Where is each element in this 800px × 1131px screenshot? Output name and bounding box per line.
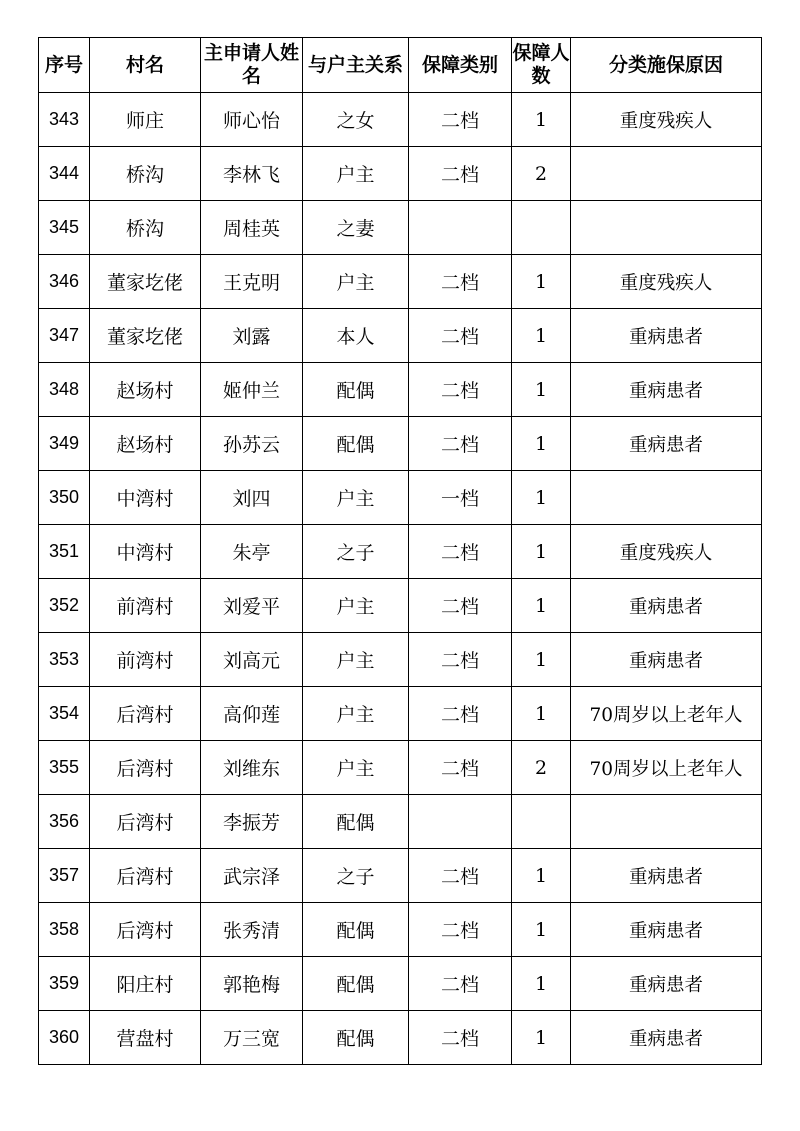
cell-relation: 户主 [303,579,409,633]
table-row [39,471,762,525]
cell-covered-persons: 1 [512,363,571,417]
cell-category: 二档 [409,363,512,417]
cell-covered-persons: 1 [512,471,571,525]
table-row [39,201,762,255]
cell-covered-persons [512,795,571,849]
cell-covered-persons: 1 [512,309,571,363]
cell-reason: 重度残疾人 [571,255,762,309]
table-header [39,38,762,93]
cell-village-name: 后湾村 [90,687,201,741]
cell-serial-number: 349 [39,417,90,471]
cell-reason [571,471,762,525]
cell-category: 二档 [409,633,512,687]
cell-village-name: 阳庄村 [90,957,201,1011]
cell-category: 二档 [409,957,512,1011]
cell-reason [571,201,762,255]
cell-serial-number: 354 [39,687,90,741]
cell-serial-number: 350 [39,471,90,525]
cell-village-name: 赵场村 [90,417,201,471]
cell-covered-persons: 1 [512,255,571,309]
table-row [39,309,762,363]
cell-serial-number: 357 [39,849,90,903]
header-row [39,38,762,93]
cell-reason: 重病患者 [571,1011,762,1065]
cell-covered-persons: 1 [512,93,571,147]
cell-reason: 重病患者 [571,309,762,363]
table-row [39,903,762,957]
header-classification-reason: 分类施保原因 [571,38,762,93]
cell-applicant-name: 孙苏云 [201,417,303,471]
cell-relation: 户主 [303,471,409,525]
cell-covered-persons: 1 [512,687,571,741]
cell-reason [571,795,762,849]
cell-relation: 本人 [303,309,409,363]
header-covered-persons: 保障人数 [512,38,571,93]
table-row [39,633,762,687]
cell-relation: 之子 [303,525,409,579]
cell-relation: 配偶 [303,363,409,417]
cell-village-name: 桥沟 [90,201,201,255]
cell-relation: 之女 [303,93,409,147]
cell-reason: 70周岁以上老年人 [571,741,762,795]
cell-village-name: 赵场村 [90,363,201,417]
cell-village-name: 前湾村 [90,579,201,633]
table-row [39,147,762,201]
cell-applicant-name: 李林飞 [201,147,303,201]
table-row [39,795,762,849]
cell-village-name: 后湾村 [90,741,201,795]
cell-relation: 户主 [303,741,409,795]
cell-serial-number: 352 [39,579,90,633]
cell-covered-persons: 1 [512,633,571,687]
cell-applicant-name: 周桂英 [201,201,303,255]
table-body [39,93,762,1065]
cell-covered-persons: 1 [512,417,571,471]
header-applicant-name: 主申请人姓名 [201,38,303,93]
cell-village-name: 中湾村 [90,525,201,579]
cell-village-name: 后湾村 [90,903,201,957]
cell-relation: 配偶 [303,1011,409,1065]
cell-category: 二档 [409,687,512,741]
cell-applicant-name: 朱亭 [201,525,303,579]
cell-serial-number: 359 [39,957,90,1011]
table-row [39,957,762,1011]
cell-applicant-name: 高仰莲 [201,687,303,741]
table-row [39,363,762,417]
cell-serial-number: 360 [39,1011,90,1065]
cell-serial-number: 344 [39,147,90,201]
cell-applicant-name: 刘维东 [201,741,303,795]
cell-relation: 配偶 [303,903,409,957]
cell-category: 二档 [409,1011,512,1065]
table-row [39,93,762,147]
cell-relation: 户主 [303,255,409,309]
cell-village-name: 中湾村 [90,471,201,525]
cell-reason: 重度残疾人 [571,525,762,579]
cell-covered-persons: 1 [512,579,571,633]
table-row [39,741,762,795]
cell-serial-number: 348 [39,363,90,417]
cell-relation: 户主 [303,687,409,741]
cell-reason: 重病患者 [571,633,762,687]
cell-relation: 配偶 [303,957,409,1011]
cell-applicant-name: 刘四 [201,471,303,525]
cell-reason: 重度残疾人 [571,93,762,147]
table-row [39,1011,762,1065]
cell-serial-number: 355 [39,741,90,795]
cell-serial-number: 358 [39,903,90,957]
cell-category: 二档 [409,579,512,633]
cell-village-name: 营盘村 [90,1011,201,1065]
cell-village-name: 董家圪佬 [90,255,201,309]
cell-applicant-name: 武宗泽 [201,849,303,903]
cell-applicant-name: 李振芳 [201,795,303,849]
cell-covered-persons: 2 [512,741,571,795]
cell-reason: 重病患者 [571,849,762,903]
cell-reason [571,147,762,201]
cell-category: 二档 [409,903,512,957]
cell-relation: 配偶 [303,417,409,471]
cell-category: 二档 [409,93,512,147]
cell-applicant-name: 师心怡 [201,93,303,147]
cell-applicant-name: 刘露 [201,309,303,363]
cell-serial-number: 345 [39,201,90,255]
table-row [39,525,762,579]
table-row [39,255,762,309]
cell-covered-persons [512,201,571,255]
cell-serial-number: 356 [39,795,90,849]
cell-serial-number: 346 [39,255,90,309]
cell-applicant-name: 万三宽 [201,1011,303,1065]
cell-serial-number: 343 [39,93,90,147]
cell-village-name: 后湾村 [90,849,201,903]
cell-village-name: 前湾村 [90,633,201,687]
cell-reason: 重病患者 [571,417,762,471]
cell-relation: 户主 [303,147,409,201]
cell-covered-persons: 1 [512,903,571,957]
cell-applicant-name: 刘高元 [201,633,303,687]
table-row [39,849,762,903]
cell-category: 二档 [409,309,512,363]
table-row [39,579,762,633]
cell-reason: 重病患者 [571,957,762,1011]
header-assistance-category: 保障类别 [409,38,512,93]
assistance-roster-table [38,37,762,1065]
cell-serial-number: 353 [39,633,90,687]
cell-category: 二档 [409,741,512,795]
cell-category: 二档 [409,525,512,579]
header-relation-to-householder: 与户主关系 [303,38,409,93]
cell-covered-persons: 1 [512,957,571,1011]
cell-reason: 重病患者 [571,579,762,633]
cell-category [409,201,512,255]
cell-covered-persons: 1 [512,525,571,579]
cell-village-name: 桥沟 [90,147,201,201]
cell-applicant-name: 刘爱平 [201,579,303,633]
cell-village-name: 师庄 [90,93,201,147]
cell-category [409,795,512,849]
cell-reason: 重病患者 [571,903,762,957]
cell-covered-persons: 1 [512,849,571,903]
cell-relation: 户主 [303,633,409,687]
cell-serial-number: 347 [39,309,90,363]
cell-category: 二档 [409,255,512,309]
cell-serial-number: 351 [39,525,90,579]
cell-category: 二档 [409,417,512,471]
cell-reason: 70周岁以上老年人 [571,687,762,741]
cell-relation: 之妻 [303,201,409,255]
header-serial-number: 序号 [39,38,90,93]
cell-relation: 配偶 [303,795,409,849]
cell-covered-persons: 2 [512,147,571,201]
cell-covered-persons: 1 [512,1011,571,1065]
cell-relation: 之子 [303,849,409,903]
header-village-name: 村名 [90,38,201,93]
cell-category: 二档 [409,147,512,201]
cell-village-name: 后湾村 [90,795,201,849]
table-row [39,417,762,471]
cell-reason: 重病患者 [571,363,762,417]
cell-category: 二档 [409,849,512,903]
table-row [39,687,762,741]
cell-applicant-name: 姬仲兰 [201,363,303,417]
cell-village-name: 董家圪佬 [90,309,201,363]
cell-category: 一档 [409,471,512,525]
cell-applicant-name: 张秀清 [201,903,303,957]
cell-applicant-name: 王克明 [201,255,303,309]
cell-applicant-name: 郭艳梅 [201,957,303,1011]
